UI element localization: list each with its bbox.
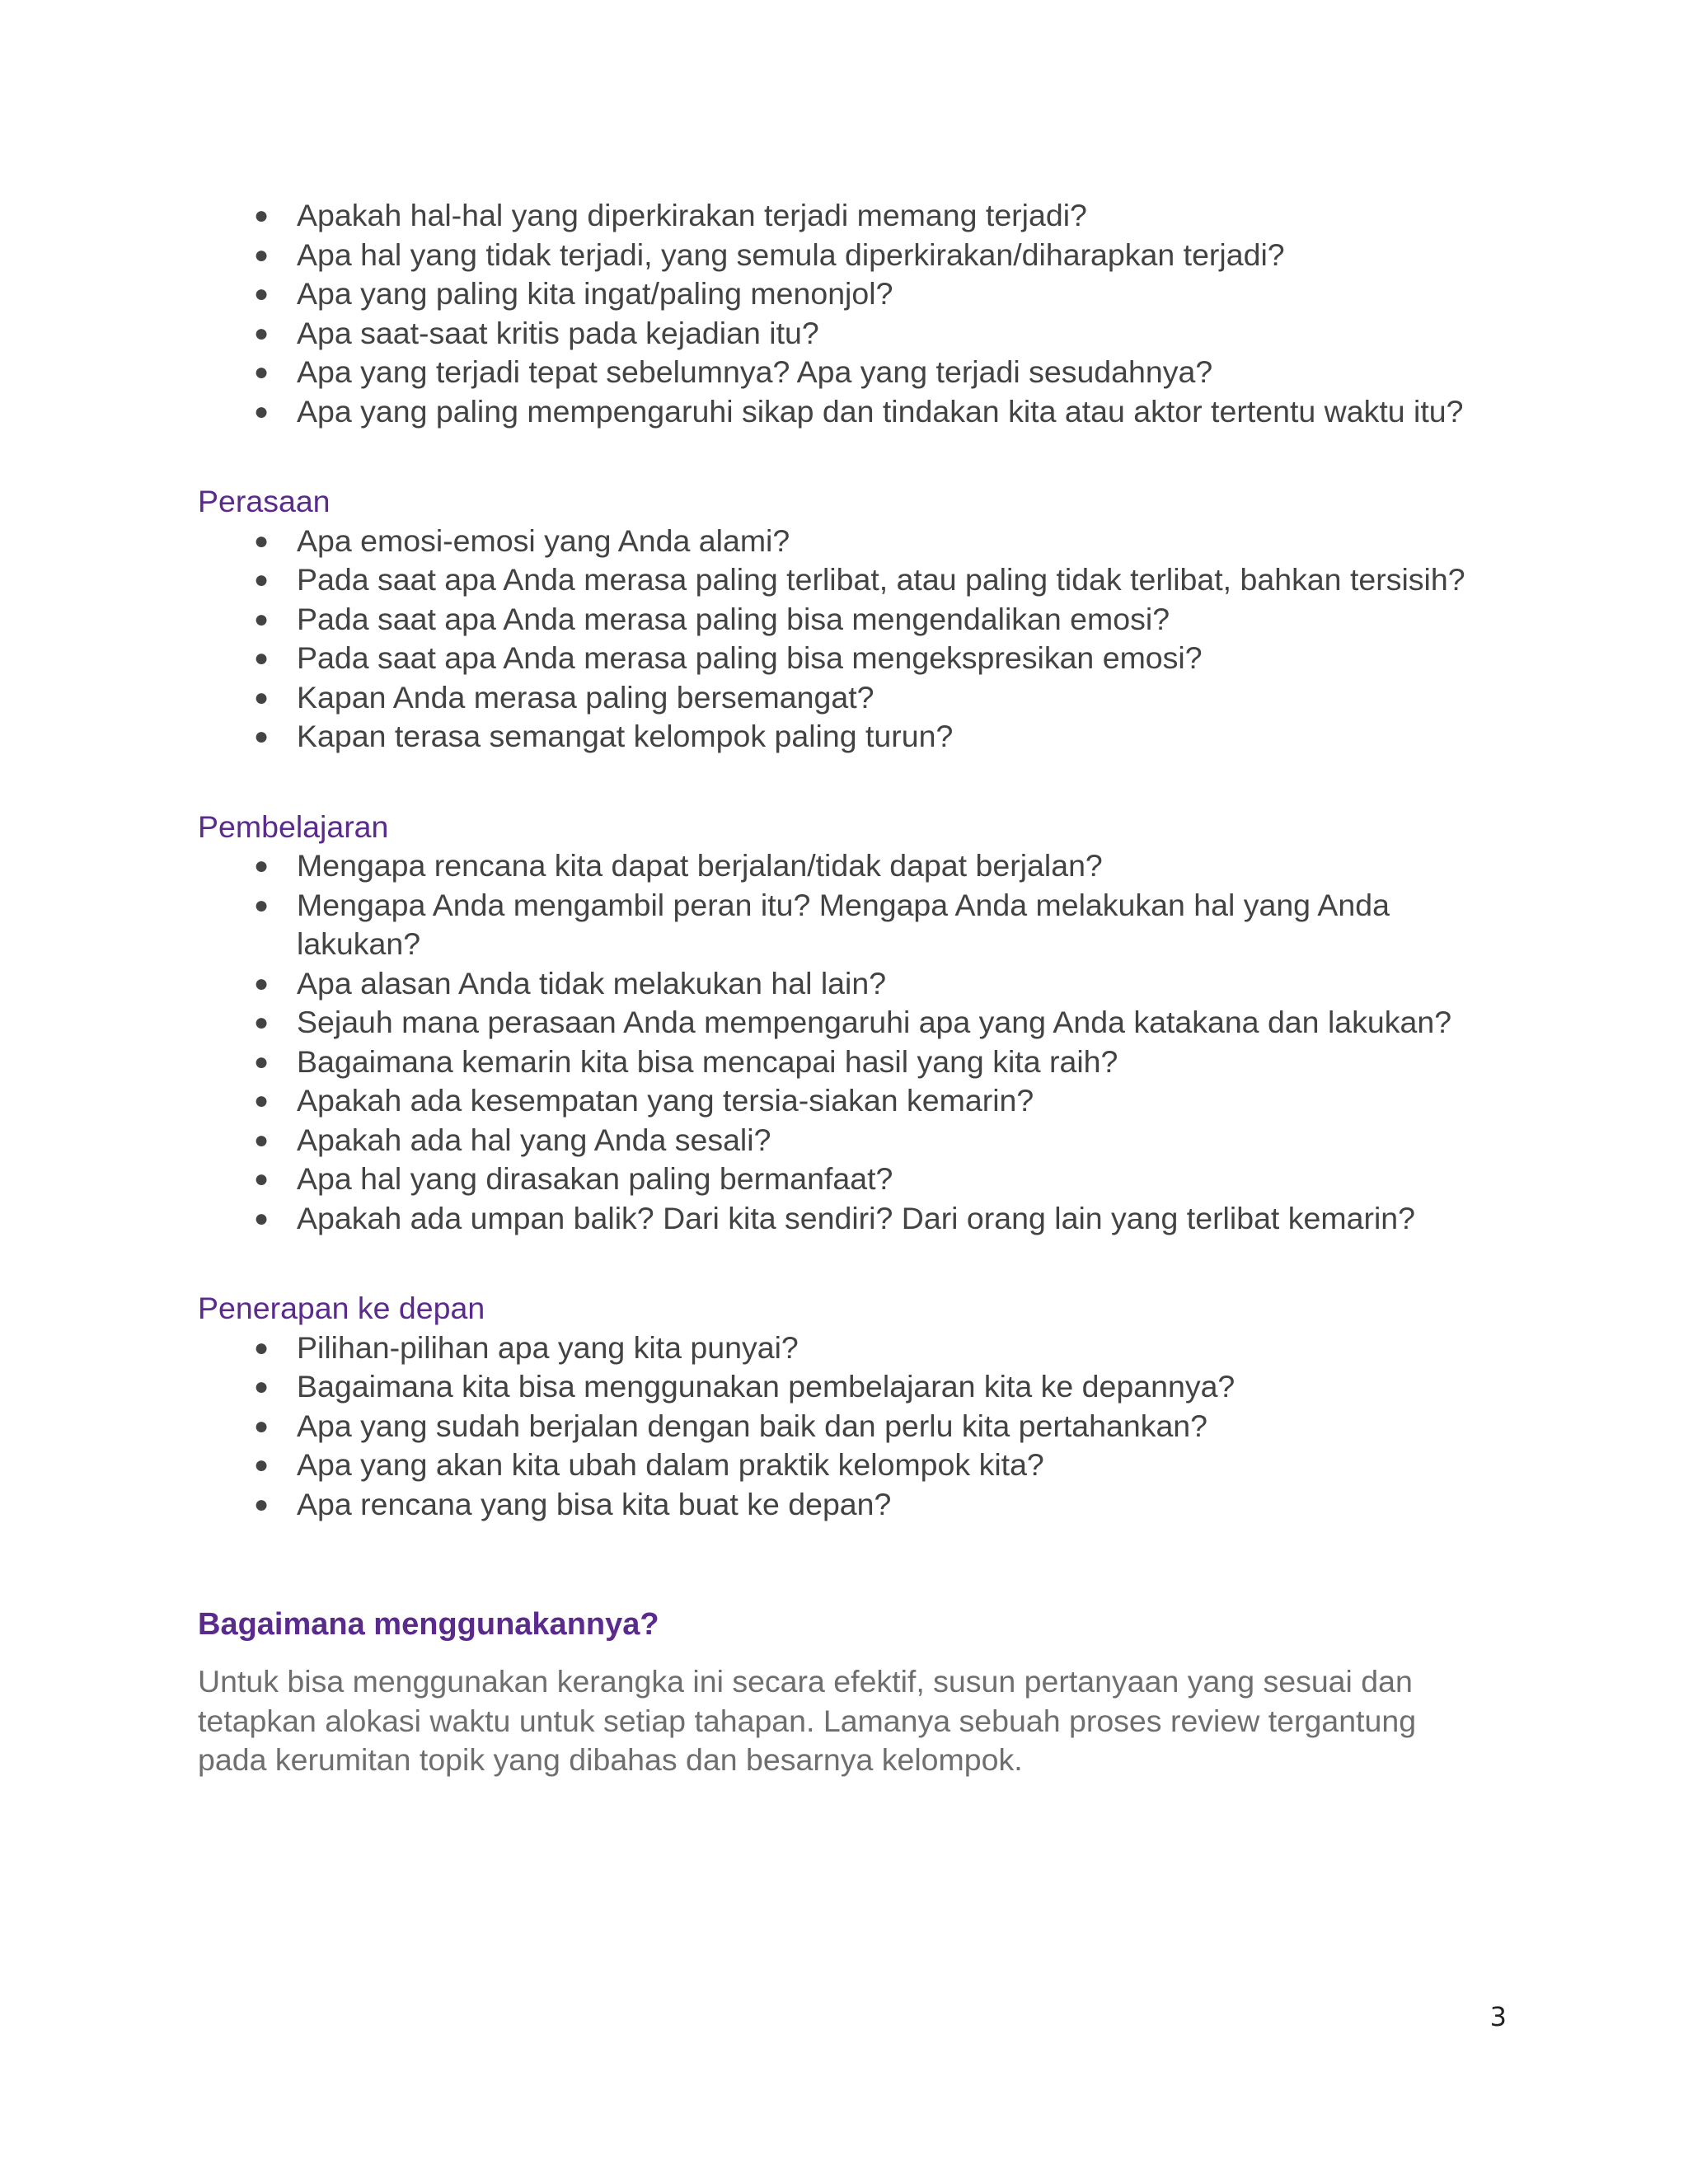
section-title-perasaan: Perasaan <box>198 484 331 518</box>
pembelajaran-question-list <box>198 846 1500 1238</box>
bullet-icon: ● <box>253 241 270 269</box>
list-item <box>198 1367 1500 1407</box>
question-text: Apa yang terjadi tepat sebelumnya? Apa yang terjadi sesudahnya? <box>297 354 1213 389</box>
list-item <box>198 678 1500 718</box>
list-item <box>198 717 1500 757</box>
question-text: Apa hal yang dirasakan paling bermanfaat? <box>297 1161 893 1196</box>
question-text: Apakah ada kesempatan yang tersia-siakan kemarin? <box>297 1083 1034 1118</box>
question-text: Apa yang sudah berjalan dengan baik dan perlu kita pertahankan? <box>297 1408 1208 1443</box>
list-item <box>198 392 1500 432</box>
question-text: Apakah hal-hal yang diperkirakan terjadi memang terjadi? <box>297 198 1087 232</box>
bullet-icon: ● <box>253 1009 270 1036</box>
bullet-icon: ● <box>253 891 270 919</box>
bullet-icon: ● <box>253 683 270 711</box>
bullet-icon: ● <box>253 1373 270 1400</box>
list-item <box>198 236 1500 275</box>
list-item <box>198 886 1500 964</box>
list-item <box>198 522 1500 561</box>
bullet-icon: ● <box>253 1333 270 1361</box>
bullet-icon: ● <box>253 1047 270 1076</box>
list-item <box>198 1329 1500 1368</box>
question-text: Apakah ada hal yang Anda sesali? <box>297 1122 771 1157</box>
bullet-icon: ● <box>253 527 270 555</box>
question-text: Apa yang akan kita ubah dalam praktik kelompok kita? <box>297 1447 1044 1482</box>
page-number: 3 <box>1489 2001 1507 2032</box>
list-item <box>198 1407 1500 1446</box>
question-text: Pada saat apa Anda merasa paling bisa mengekspresikan emosi? <box>297 640 1203 675</box>
usage-paragraph: Untuk bisa menggunakan kerangka ini secara efektif, susun pertanyaan yang sesuai dan tetapkan alokasi waktu untuk setiap tahapan. Lamanya sebuah proses review tergantung pada kerumitan topik yang dibahas dan besarnya kelompok. <box>198 1664 1417 1777</box>
page-content <box>198 196 1500 1780</box>
list-item <box>198 639 1500 678</box>
question-text: Pada saat apa Anda merasa paling bisa mengendalikan emosi? <box>297 601 1170 636</box>
question-text: Bagaimana kita bisa menggunakan pembelajaran kita ke depannya? <box>297 1369 1236 1404</box>
bullet-icon: ● <box>253 1451 270 1479</box>
list-item <box>198 1043 1500 1082</box>
section-title-pembelajaran: Pembelajaran <box>198 808 389 844</box>
bullet-icon: ● <box>253 566 270 593</box>
question-text: Mengapa rencana kita dapat berjalan/tidak dapat berjalan? <box>297 848 1103 883</box>
bullet-icon: ● <box>253 644 270 672</box>
bullet-icon: ● <box>253 723 270 750</box>
bullet-icon: ● <box>253 605 270 633</box>
question-text: Apa hal yang tidak terjadi, yang semula diperkirakan/diharapkan terjadi? <box>297 237 1285 272</box>
list-item <box>198 1003 1500 1043</box>
bullet-icon: ● <box>253 202 270 229</box>
bullet-icon: ● <box>253 319 270 347</box>
list-item <box>198 314 1500 354</box>
list-item <box>198 1160 1500 1199</box>
list-item <box>198 196 1500 236</box>
bullet-icon: ● <box>253 852 270 879</box>
bullet-icon: ● <box>253 1165 270 1193</box>
question-text: Apa alasan Anda tidak melakukan hal lain? <box>297 965 887 1001</box>
question-text: Pada saat apa Anda merasa paling terlibat, atau paling tidak terlibat, bahkan tersisih? <box>297 562 1465 597</box>
bullet-icon: ● <box>253 1126 270 1154</box>
list-item <box>198 846 1500 886</box>
question-text: Sejauh mana perasaan Anda mempengaruhi apa yang Anda katakana dan lakukan? <box>297 1005 1452 1039</box>
list-item <box>198 600 1500 640</box>
list-item <box>198 1485 1500 1525</box>
question-text: Apa rencana yang bisa kita buat ke depan? <box>297 1486 892 1521</box>
bullet-icon: ● <box>253 280 270 307</box>
list-item <box>198 1446 1500 1485</box>
usage-heading: Bagaimana menggunakannya? <box>198 1607 659 1642</box>
question-text: Apa yang paling kita ingat/paling menonjol? <box>297 276 893 311</box>
bullet-icon: ● <box>253 969 270 997</box>
bullet-icon: ● <box>253 359 270 386</box>
question-text: Apa yang paling mempengaruhi sikap dan tindakan kita atau aktor tertentu waktu itu? <box>297 393 1464 429</box>
list-item <box>198 1199 1500 1239</box>
question-text: Kapan terasa semangat kelompok paling turun? <box>297 719 954 753</box>
list-item <box>198 353 1500 392</box>
question-text: Apa emosi-emosi yang Anda alami? <box>297 523 790 558</box>
bullet-icon: ● <box>253 1087 270 1114</box>
penerapan-question-list <box>198 1329 1500 1525</box>
list-item <box>198 274 1500 314</box>
question-text: Kapan Anda merasa paling bersemangat? <box>297 679 874 715</box>
list-item <box>198 964 1500 1004</box>
question-text: Pilihan-pilihan apa yang kita punyai? <box>297 1329 799 1365</box>
bullet-icon: ● <box>253 1204 270 1232</box>
bullet-icon: ● <box>253 397 270 425</box>
bullet-icon: ● <box>253 1412 270 1440</box>
bullet-icon: ● <box>253 1490 270 1518</box>
question-text: Mengapa Anda mengambil peran itu? Mengapa Anda melakukan hal yang Anda lakukan? <box>297 887 1390 961</box>
question-text: Apa saat-saat kritis pada kejadian itu? <box>297 315 819 350</box>
list-item <box>198 1121 1500 1160</box>
list-item <box>198 1081 1500 1121</box>
list-item <box>198 560 1500 600</box>
intro-question-list <box>198 196 1500 431</box>
question-text: Apakah ada umpan balik? Dari kita sendiri? Dari orang lain yang terlibat kemarin? <box>297 1200 1415 1235</box>
section-title-penerapan: Penerapan ke depan <box>198 1291 485 1325</box>
question-text: Bagaimana kemarin kita bisa mencapai hasil yang kita raih? <box>297 1043 1118 1079</box>
perasaan-question-list <box>198 522 1500 757</box>
